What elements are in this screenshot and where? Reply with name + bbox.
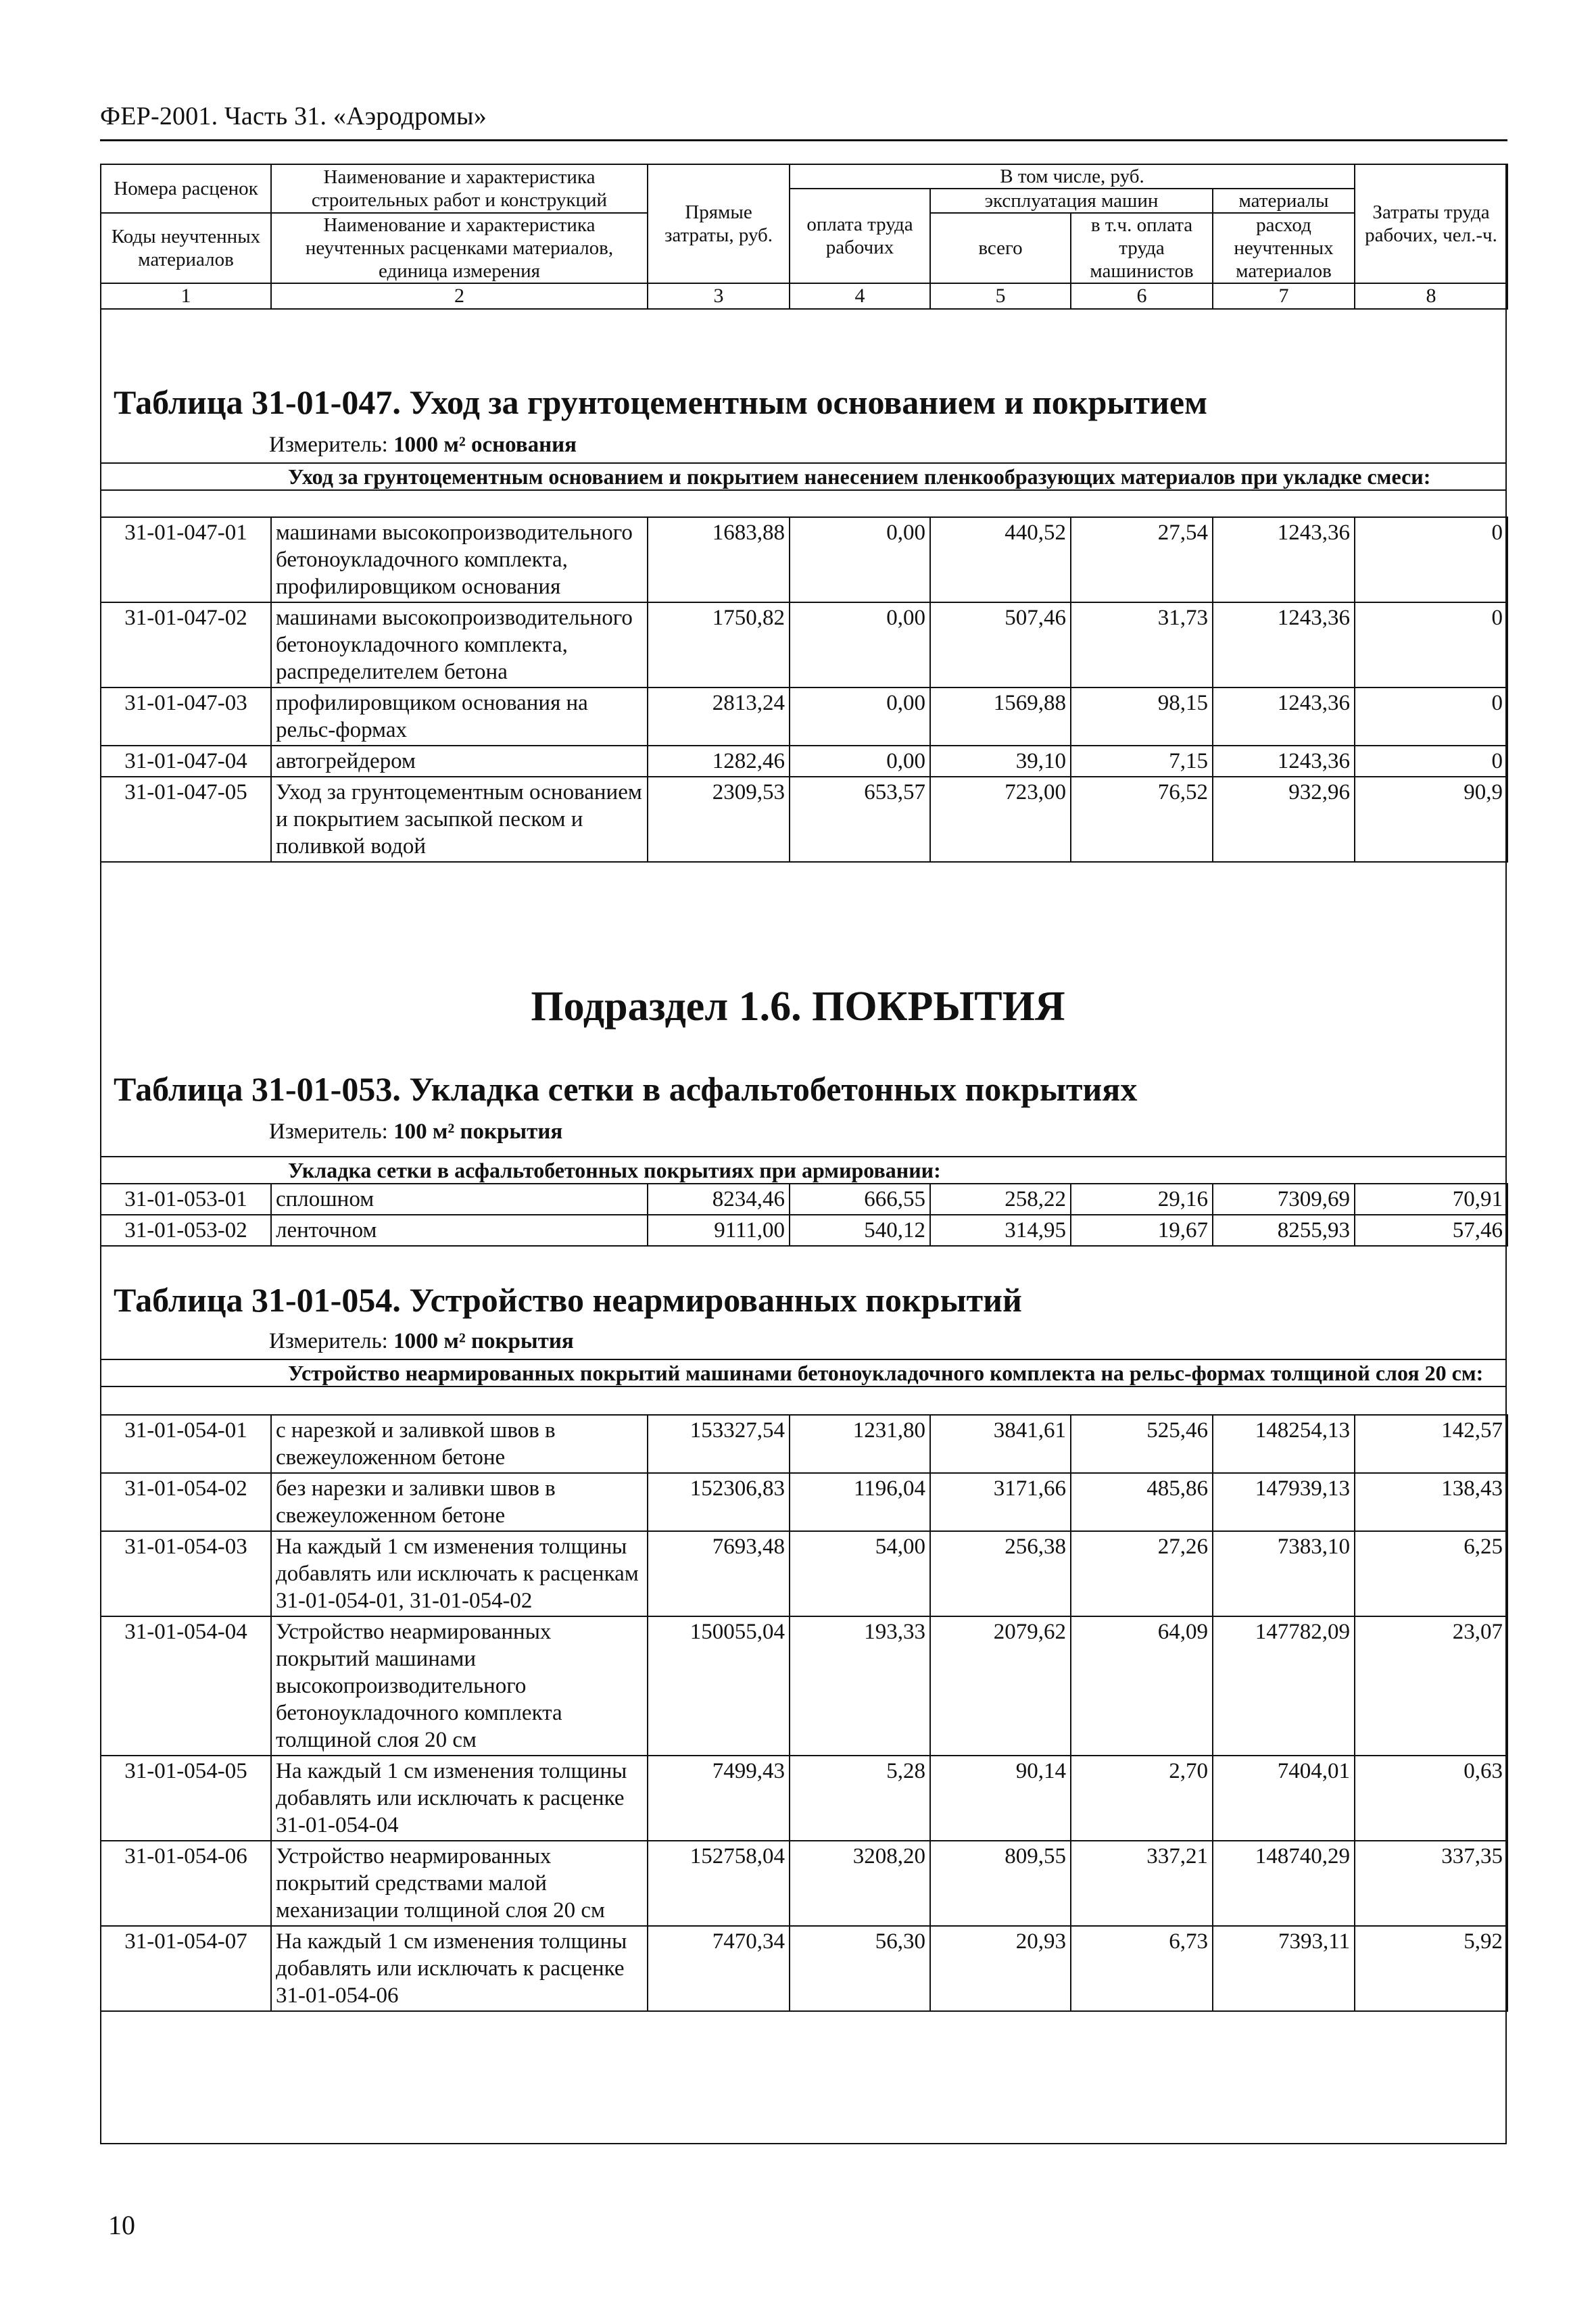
direct-costs-cell: 1683,88 [648,517,790,602]
rate-name-cell: профилировщиком основания на рельс-формах [271,687,648,746]
meter-label: Измеритель: [269,1329,388,1353]
rate-name-cell: Устройство неармированных покрытий средствами малой механизации толщиной слоя 20 см [271,1841,648,1926]
direct-costs-cell: 8234,46 [648,1184,790,1215]
header-material-codes: Коды неучтенных материалов [101,213,271,283]
labor-hours-cell: 0 [1355,687,1507,746]
labor-hours-cell: 23,07 [1355,1616,1507,1756]
rate-code-cell: 31-01-054-07 [101,1926,271,2011]
labor-hours-cell: 0 [1355,602,1507,687]
subsection-title: Подраздел 1.6. ПОКРЫТИЯ [531,984,1065,1030]
labor-hours-cell: 57,46 [1355,1215,1507,1246]
header-num-8: 8 [1355,283,1507,309]
table-047-rows [100,516,1508,863]
table-row [101,1756,1507,1841]
table-row [101,1184,1507,1215]
meter-label: Измеритель: [269,1119,388,1144]
header-materials-sub: расход неучтенных материалов [1213,213,1355,283]
materials-cell: 1243,36 [1213,517,1355,602]
machines-labor-pay-cell: 525,46 [1071,1415,1213,1473]
machines-total-cell: 3171,66 [930,1473,1071,1531]
table-row [101,746,1507,777]
machines-labor-pay-cell: 98,15 [1071,687,1213,746]
labor-hours-cell: 0,63 [1355,1756,1507,1841]
header-material-name: Наименование и характеристика неучтенных расценками материалов, единица измерения [271,213,648,283]
direct-costs-cell: 152306,83 [648,1473,790,1531]
table-054-rows [100,1414,1508,2012]
machines-labor-pay-cell: 27,26 [1071,1531,1213,1616]
header-materials: материалы [1213,189,1355,213]
labor-pay-cell: 666,55 [790,1184,930,1215]
meter-value: 1000 м² основания [393,433,577,457]
labor-pay-cell: 5,28 [790,1756,930,1841]
materials-cell: 1243,36 [1213,746,1355,777]
running-header: ФЕР-2001. Часть 31. «Аэродромы» [100,102,487,130]
machines-total-cell: 20,93 [930,1926,1071,2011]
rate-name-cell: На каждый 1 см изменения толщины добавлять или исключать к расценкам 31-01-054-01, 31-01-054-02 [271,1531,648,1616]
header-work-name: Наименование и характеристика строительных работ и конструкций [271,164,648,213]
header-num-7: 7 [1213,283,1355,309]
machines-total-cell: 1569,88 [930,687,1071,746]
labor-pay-cell: 0,00 [790,746,930,777]
table-053-meter [269,1119,562,1144]
direct-costs-cell: 150055,04 [648,1616,790,1756]
machines-total-cell: 39,10 [930,746,1071,777]
rate-code-cell: 31-01-054-03 [101,1531,271,1616]
materials-cell: 1243,36 [1213,602,1355,687]
labor-hours-cell: 70,91 [1355,1184,1507,1215]
labor-pay-cell: 1231,80 [790,1415,930,1473]
materials-cell: 7404,01 [1213,1756,1355,1841]
direct-costs-cell: 9111,00 [648,1215,790,1246]
materials-cell: 147939,13 [1213,1473,1355,1531]
labor-hours-cell: 90,9 [1355,777,1507,862]
table-053-rows [100,1183,1508,1247]
labor-pay-cell: 193,33 [790,1616,930,1756]
table-row [101,1531,1507,1616]
labor-pay-cell: 1196,04 [790,1473,930,1531]
rate-code-cell: 31-01-054-04 [101,1616,271,1756]
materials-cell: 1243,36 [1213,687,1355,746]
rate-name-cell: с нарезкой и заливкой швов в свежеуложенном бетоне [271,1415,648,1473]
machines-labor-pay-cell: 29,16 [1071,1184,1213,1215]
table-row [101,1473,1507,1531]
labor-pay-cell: 540,12 [790,1215,930,1246]
materials-cell: 147782,09 [1213,1616,1355,1756]
machines-labor-pay-cell: 19,67 [1071,1215,1213,1246]
rate-code-cell: 31-01-047-01 [101,517,271,602]
rate-code-cell: 31-01-054-05 [101,1756,271,1841]
table-054-meter [269,1329,574,1354]
page-number: 10 [108,2210,135,2240]
labor-pay-cell: 0,00 [790,687,930,746]
header-num-5: 5 [930,283,1071,309]
table-053-title: Таблица 31-01-053. Укладка сетки в асфальтобетонных покрытиях [114,1070,1138,1108]
header-labor-cost: Затраты труда рабочих, чел.-ч. [1355,164,1507,283]
rate-name-cell: автогрейдером [271,746,648,777]
table-054-title: Таблица 31-01-054. Устройство неармированных покрытий [114,1281,1022,1319]
labor-pay-cell: 54,00 [790,1531,930,1616]
header-num-1: 1 [101,283,271,309]
table-row [101,1841,1507,1926]
meter-value: 100 м² покрытия [393,1119,563,1144]
labor-hours-cell: 6,25 [1355,1531,1507,1616]
direct-costs-cell: 2813,24 [648,687,790,746]
machines-total-cell: 314,95 [930,1215,1071,1246]
materials-cell: 8255,93 [1213,1215,1355,1246]
rate-code-cell: 31-01-047-05 [101,777,271,862]
machines-labor-pay-cell: 27,54 [1071,517,1213,602]
meter-value: 1000 м² покрытия [393,1329,574,1353]
rate-code-cell: 31-01-047-03 [101,687,271,746]
machines-labor-pay-cell: 2,70 [1071,1756,1213,1841]
machines-labor-pay-cell: 485,86 [1071,1473,1213,1531]
machines-labor-pay-cell: 6,73 [1071,1926,1213,2011]
machines-labor-pay-cell: 76,52 [1071,777,1213,862]
table-047-title: Таблица 31-01-047. Уход за грунтоцементным основанием и покрытием [114,383,1208,421]
machines-labor-pay-cell: 64,09 [1071,1616,1213,1756]
header-rule [100,139,1507,141]
header-num-2: 2 [271,283,648,309]
direct-costs-cell: 1750,82 [648,602,790,687]
rate-code-cell: 31-01-054-02 [101,1473,271,1531]
machines-labor-pay-cell: 7,15 [1071,746,1213,777]
table-row [101,1926,1507,2011]
header-num-4: 4 [790,283,930,309]
rate-name-cell: машинами высокопроизводительного бетоноукладочного комплекта, распределителем бетона [271,602,648,687]
labor-hours-cell: 0 [1355,517,1507,602]
table-row [101,687,1507,746]
rate-name-cell: На каждый 1 см изменения толщины добавлять или исключать к расценке 31-01-054-04 [271,1756,648,1841]
labor-hours-cell: 0 [1355,746,1507,777]
direct-costs-cell: 7499,43 [648,1756,790,1841]
rate-code-cell: 31-01-053-01 [101,1184,271,1215]
rate-code-cell: 31-01-054-06 [101,1841,271,1926]
labor-pay-cell: 3208,20 [790,1841,930,1926]
machines-total-cell: 440,52 [930,517,1071,602]
labor-pay-cell: 0,00 [790,517,930,602]
machines-labor-pay-cell: 31,73 [1071,602,1213,687]
labor-hours-cell: 142,57 [1355,1415,1507,1473]
meter-label: Измеритель: [269,433,388,457]
rate-name-cell: На каждый 1 см изменения толщины добавлять или исключать к расценке 31-01-054-06 [271,1926,648,2011]
header-machines-total: всего [930,213,1071,283]
labor-pay-cell: 653,57 [790,777,930,862]
machines-total-cell: 258,22 [930,1184,1071,1215]
machines-total-cell: 809,55 [930,1841,1071,1926]
header-machines-labor: в т.ч. оплата труда машинистов [1071,213,1213,283]
labor-hours-cell: 337,35 [1355,1841,1507,1926]
header-incl: В том числе, руб. [790,164,1355,189]
rate-code-cell: 31-01-047-04 [101,746,271,777]
direct-costs-cell: 1282,46 [648,746,790,777]
table-row [101,777,1507,862]
header-labor-pay: оплата труда рабочих [790,189,930,283]
rate-name-cell: сплошном [271,1184,648,1215]
rate-name-cell: Устройство неармированных покрытий машинами высокопроизводительного бетоноукладочного комплекта толщиной слоя 20 см [271,1616,648,1756]
machines-total-cell: 256,38 [930,1531,1071,1616]
table-row [101,1616,1507,1756]
direct-costs-cell: 152758,04 [648,1841,790,1926]
materials-cell: 932,96 [1213,777,1355,862]
table-047-meter [269,433,577,458]
header-num-3: 3 [648,283,790,309]
labor-pay-cell: 0,00 [790,602,930,687]
header-num-6: 6 [1071,283,1213,309]
machines-total-cell: 2079,62 [930,1616,1071,1756]
materials-cell: 148740,29 [1213,1841,1355,1926]
materials-cell: 7393,11 [1213,1926,1355,2011]
table-053-group: Укладка сетки в асфальтобетонных покрытиях при армировании: [100,1156,1507,1184]
machines-labor-pay-cell: 337,21 [1071,1841,1213,1926]
column-header-table [100,164,1508,310]
labor-hours-cell: 5,92 [1355,1926,1507,2011]
materials-cell: 148254,13 [1213,1415,1355,1473]
rate-name-cell: без нарезки и заливки швов в свежеуложенном бетоне [271,1473,648,1531]
table-054-group: Устройство неармированных покрытий машинами бетоноукладочного комплекта на рельс-формах толщиной слоя 20 см: [100,1359,1507,1387]
machines-total-cell: 90,14 [930,1756,1071,1841]
table-row [101,602,1507,687]
header-machines: эксплуатация машин [930,189,1213,213]
machines-total-cell: 507,46 [930,602,1071,687]
rate-name-cell: Уход за грунтоцементным основанием и покрытием засыпкой песком и поливкой водой [271,777,648,862]
direct-costs-cell: 153327,54 [648,1415,790,1473]
direct-costs-cell: 7470,34 [648,1926,790,2011]
materials-cell: 7383,10 [1213,1531,1355,1616]
table-row [101,1215,1507,1246]
materials-cell: 7309,69 [1213,1184,1355,1215]
rate-code-cell: 31-01-053-02 [101,1215,271,1246]
machines-total-cell: 723,00 [930,777,1071,862]
rate-name-cell: ленточном [271,1215,648,1246]
rate-code-cell: 31-01-047-02 [101,602,271,687]
labor-pay-cell: 56,30 [790,1926,930,2011]
header-direct-costs: Прямые затраты, руб. [648,164,790,283]
labor-hours-cell: 138,43 [1355,1473,1507,1531]
rate-code-cell: 31-01-054-01 [101,1415,271,1473]
table-row [101,517,1507,602]
table-row [101,1415,1507,1473]
direct-costs-cell: 7693,48 [648,1531,790,1616]
machines-total-cell: 3841,61 [930,1415,1071,1473]
rate-name-cell: машинами высокопроизводительного бетоноукладочного комплекта, профилировщиком основания [271,517,648,602]
direct-costs-cell: 2309,53 [648,777,790,862]
header-codes: Номера расценок [101,164,271,213]
table-047-group: Уход за грунтоцементным основанием и покрытием нанесением пленкообразующих материалов при укладке смеси: [100,462,1507,491]
